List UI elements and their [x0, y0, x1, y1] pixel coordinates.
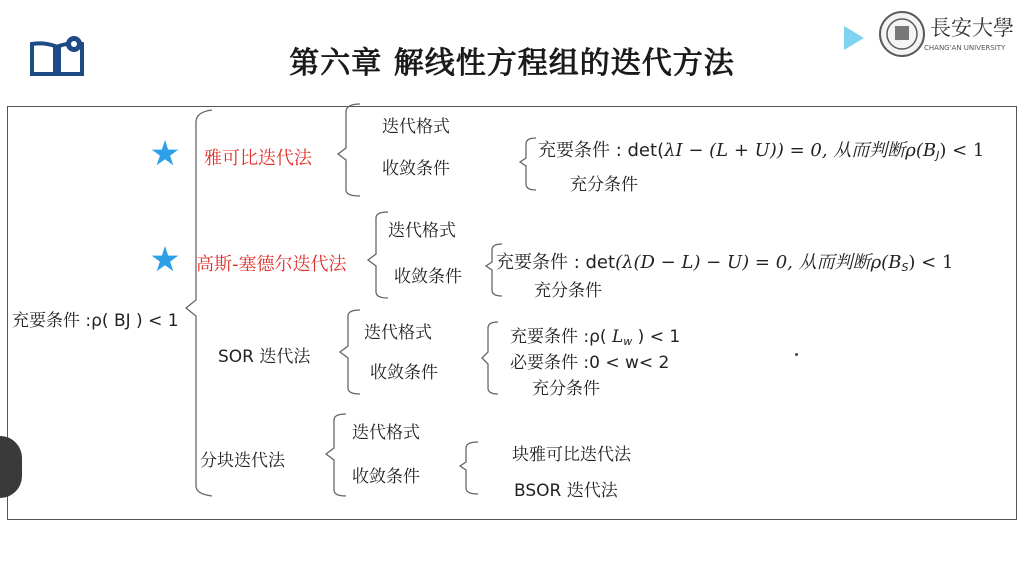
- star-icon: [152, 140, 179, 165]
- branch-sor-label: SOR 迭代法: [218, 347, 311, 367]
- gs-cond-1: 充要条件 : det(λ(D − L) − U) = 0, 从而判断$\rho(B_S) < 1$: [496, 252, 954, 274]
- sor-item-convergence: 收敛条件: [370, 363, 438, 383]
- branch-jacobi-label: 雅可比迭代法: [204, 148, 312, 169]
- sor-cond-2: 必要条件 :0 < w< 2: [510, 353, 670, 373]
- logo-text: 長安大學: [930, 16, 1014, 40]
- block-item-convergence: 收敛条件: [352, 467, 420, 487]
- logo-subtext: CHANG'AN UNIVERSITY: [924, 44, 1006, 52]
- block-item-format: 迭代格式: [352, 423, 420, 443]
- gs-item-format: 迭代格式: [388, 221, 456, 241]
- jacobi-cond-2: 充分条件: [570, 175, 638, 195]
- sor-cond-1: 充要条件 :ρ( $L_w$ ) < 1: [510, 327, 681, 348]
- jacobi-item-format: 迭代格式: [382, 117, 450, 137]
- stray-dot: [795, 353, 798, 356]
- branch-block-label: 分块迭代法: [200, 451, 285, 471]
- root-condition: 充要条件 :ρ( BJ ) < 1: [12, 311, 179, 331]
- sor-item-format: 迭代格式: [364, 323, 432, 343]
- sor-cond-3: 充分条件: [532, 379, 600, 399]
- block-method-2: BSOR 迭代法: [514, 481, 618, 501]
- branch-gauss-seidel-label: 高斯-塞德尔迭代法: [196, 254, 347, 275]
- star-icon: [152, 246, 179, 271]
- jacobi-item-convergence: 收敛条件: [382, 159, 450, 179]
- gs-cond-2: 充分条件: [534, 281, 602, 301]
- block-method-1: 块雅可比迭代法: [512, 445, 631, 465]
- jacobi-cond-1: 充要条件 : det(λI − (L + U)) = 0, 从而判断$\rho(B_J) < 1$: [538, 140, 985, 162]
- page-title: 第六章 解线性方程组的迭代方法: [289, 46, 735, 81]
- gs-item-convergence: 收敛条件: [394, 267, 462, 287]
